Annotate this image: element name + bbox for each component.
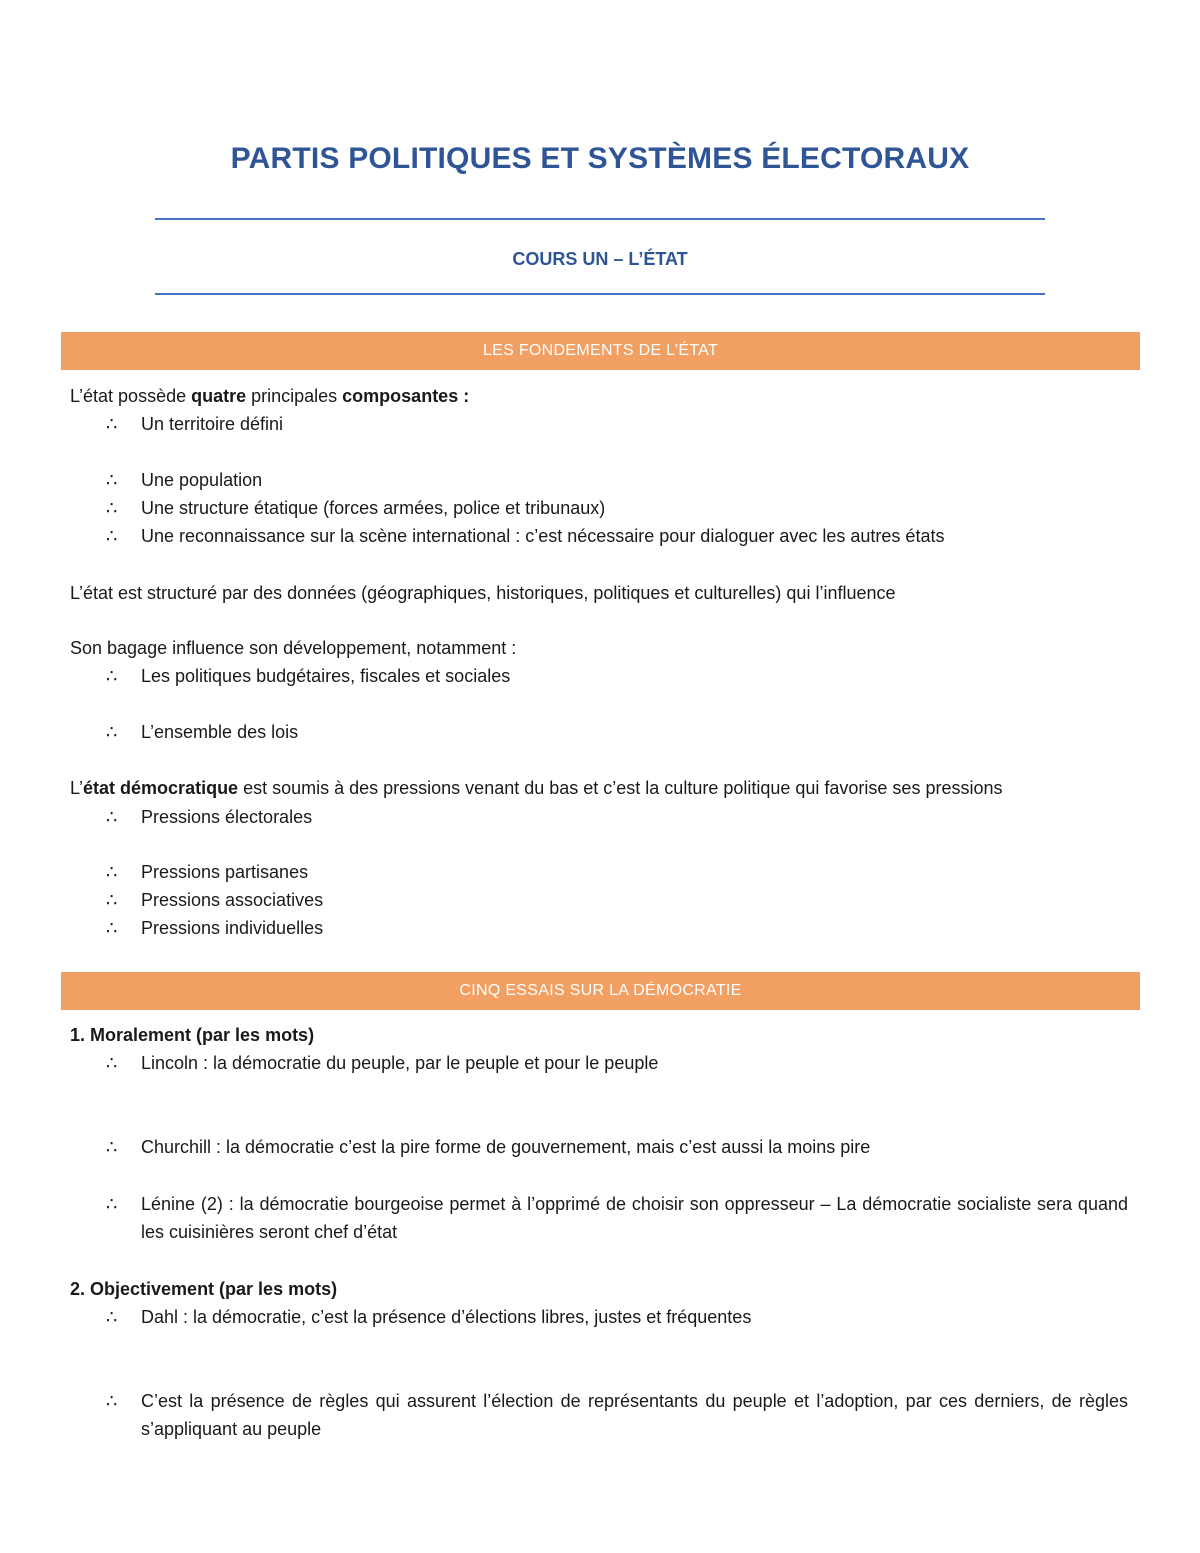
list-item-text: Dahl : la démocratie, c’est la présence d’élections libres, justes et fréquentes [141,1307,752,1327]
section-header-cinq-essais: CINQ ESSAIS SUR LA DÉMOCRATIE [61,972,1140,1010]
paragraph-composantes [70,382,469,410]
text-run: L’état possède [70,386,192,406]
therefore-bullet-icon: ∴ [106,807,118,827]
subheading-moralement [70,1021,314,1049]
therefore-bullet-icon: ∴ [106,1194,118,1214]
list-item-text: Une reconnaissance sur la scène international : c’est nécessaire pour dialoguer avec les autres états [141,526,945,546]
list-item-text: Un territoire défini [141,414,284,434]
paragraph-structure: L’état est structuré par des données (géographiques, historiques, politiques et culturelles) qui l’influence [70,583,896,603]
list-item-text: Lincoln : la démocratie du peuple, par le peuple et pour le peuple [141,1053,659,1073]
therefore-bullet-icon: ∴ [106,862,118,882]
list-item-text: Une structure étatique (forces armées, police et tribunaux) [141,498,606,518]
list-item-text: Churchill : la démocratie c’est la pire forme de gouvernement, mais c’est aussi la moins pire [141,1137,871,1157]
list-item-text: Lénine (2) : la démocratie bourgeoise permet à l’opprimé de choisir son oppresseur – La démocratie socialiste sera quand les cuisinières seront chef d’état [141,1194,1128,1242]
therefore-bullet-icon: ∴ [106,1137,118,1157]
list-item-text: Pressions individuelles [141,918,324,938]
bold-run: quatre [191,386,247,406]
therefore-bullet-icon: ∴ [106,414,118,434]
bold-run: composantes : [342,386,470,406]
therefore-bullet-icon: ∴ [106,890,118,910]
paragraph-etat-democratique [70,774,1002,802]
title-rule-bottom [155,293,1045,295]
therefore-bullet-icon: ∴ [106,722,118,742]
therefore-bullet-icon: ∴ [106,918,118,938]
list-item-text: Les politiques budgétaires, fiscales et sociales [141,666,511,686]
bold-run: état démocratique [83,778,239,798]
list-item-text: Pressions électorales [141,807,313,827]
section-header-fondements: LES FONDEMENTS DE L’ÉTAT [61,332,1140,370]
list-item-text: L’ensemble des lois [141,722,299,742]
document-subtitle: COURS UN – L’ÉTAT [512,249,688,269]
list-item-text: Une population [141,470,263,490]
therefore-bullet-icon: ∴ [106,1053,118,1073]
text-run: principales [246,386,343,406]
document-title: PARTIS POLITIQUES ET SYSTÈMES ÉLECTORAUX [230,142,970,175]
paragraph-bagage: Son bagage influence son développement, notamment : [70,638,517,658]
therefore-bullet-icon: ∴ [106,1391,118,1411]
list-item-text: Pressions partisanes [141,862,309,882]
therefore-bullet-icon: ∴ [106,498,118,518]
therefore-bullet-icon: ∴ [106,470,118,490]
title-rule-top [155,218,1045,220]
therefore-bullet-icon: ∴ [106,1307,118,1327]
bold-run: 2. Objectivement (par les mots) [70,1279,338,1299]
subheading-objectivement [70,1275,337,1303]
list-item-text: Pressions associatives [141,890,324,910]
therefore-bullet-icon: ∴ [106,526,118,546]
text-run: L’ [70,778,84,798]
therefore-bullet-icon: ∴ [106,666,118,686]
list-item-text: C’est la présence de règles qui assurent l’élection de représentants du peuple et l’adoption, par ces derniers, de règles s’appliquant au peuple [141,1391,1128,1439]
bold-run: 1. Moralement (par les mots) [70,1025,315,1045]
text-run: est soumis à des pressions venant du bas et c’est la culture politique qui favorise ses pressions [238,778,1003,798]
